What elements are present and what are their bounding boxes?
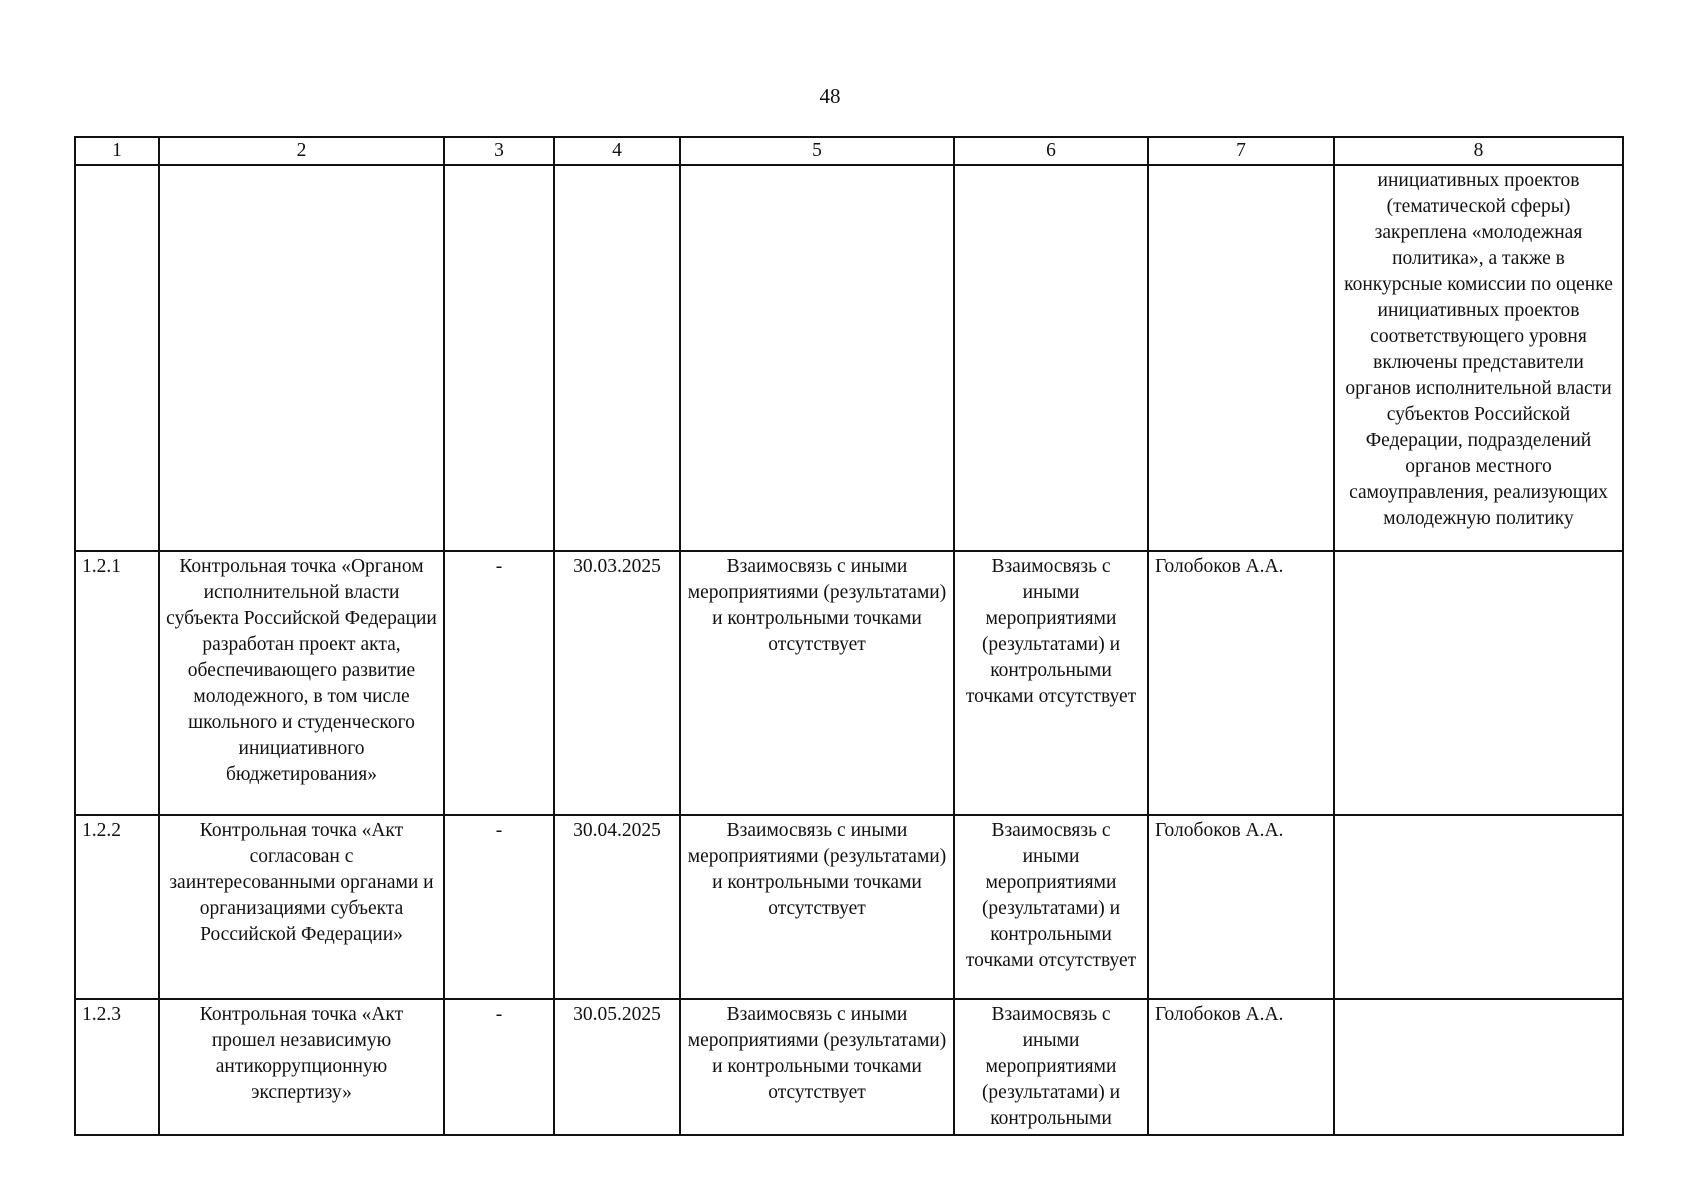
row-number: 1.2.3 [75,999,159,1135]
column-number: 2 [159,137,444,165]
column-number-row [75,137,1623,165]
due-date: 30.05.2025 [554,999,680,1135]
column-number: 8 [1334,137,1623,165]
relation-text: Взаимосвязь с иными мероприятиями (результатами) и контрольными точками отсутствует [680,999,954,1135]
column-number: 5 [680,137,954,165]
due-date: 30.04.2025 [554,815,680,999]
empty-cell [444,165,554,551]
table-row [75,815,1623,999]
responsible-person: Голобоков А.А. [1148,815,1334,999]
responsible-person: Голобоков А.А. [1148,999,1334,1135]
table-row [75,999,1623,1135]
responsible-person: Голобоков А.А. [1148,551,1334,815]
empty-cell [1148,165,1334,551]
continuation-row [75,165,1623,551]
due-date: 30.03.2025 [554,551,680,815]
column-number: 6 [954,137,1148,165]
measures-table [74,136,1624,1136]
empty-cell [954,165,1148,551]
column-3-value: - [444,999,554,1135]
column-number: 4 [554,137,680,165]
row-number: 1.2.2 [75,815,159,999]
row-number: 1.2.1 [75,551,159,815]
column-3-value: - [444,551,554,815]
relation-text: Взаимосвязь с иными мероприятиями (результатами) и контрольными точками отсутствует [954,815,1148,999]
empty-cell [75,165,159,551]
column-3-value: - [444,815,554,999]
relation-text: Взаимосвязь с иными мероприятиями (результатами) и контрольными точками отсутствует [680,815,954,999]
empty-cell [1334,999,1623,1135]
empty-cell [1334,815,1623,999]
empty-cell [159,165,444,551]
column-number: 3 [444,137,554,165]
relation-text: Взаимосвязь с иными мероприятиями (результатами) и контрольными точками отсутствует [680,551,954,815]
page-number: 48 [819,84,841,108]
checkpoint-name: Контрольная точка «Акт прошел независимую антикоррупционную экспертизу» [159,999,444,1135]
table-row [75,551,1623,815]
column-number: 1 [75,137,159,165]
relation-text: Взаимосвязь с иными мероприятиями (результатами) и контрольными [954,999,1148,1135]
empty-cell [554,165,680,551]
continuation-note: инициативных проектов (тематической сферы) закреплена «молодежная политика», а также в конкурсные комиссии по оценке инициативных проектов соответствующего уровня включены представители органов исполнительной власти субъектов Российской Федерации, подразделений органов местного самоуправления, реализующих молодежную политику [1334,165,1623,551]
empty-cell [680,165,954,551]
relation-text: Взаимосвязь с иными мероприятиями (результатами) и контрольными точками отсутствует [954,551,1148,815]
checkpoint-name: Контрольная точка «Органом исполнительной власти субъекта Российской Федерации разработан проект акта, обеспечивающего развитие молодежного, в том числе школьного и студенческого инициативного бюджетирования» [159,551,444,815]
empty-cell [1334,551,1623,815]
checkpoint-name: Контрольная точка «Акт согласован с заинтересованными органами и организациями субъекта Российской Федерации» [159,815,444,999]
column-number: 7 [1148,137,1334,165]
